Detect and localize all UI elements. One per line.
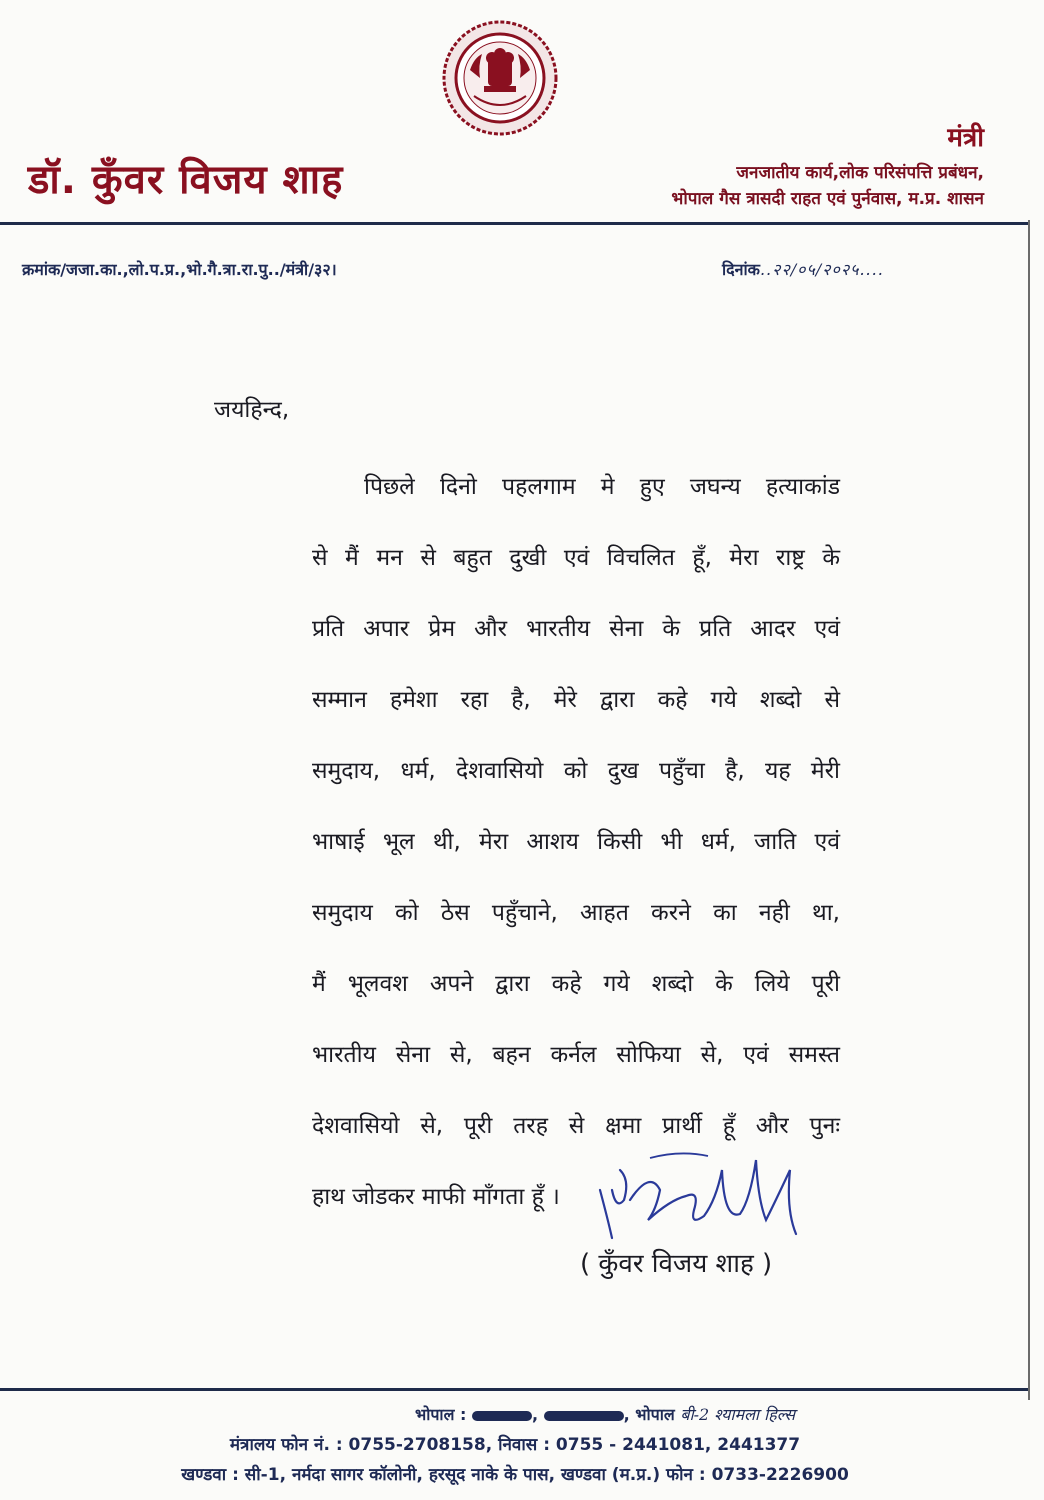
page-edge-line (1028, 220, 1030, 1400)
footer-divider (0, 1388, 1030, 1391)
body-line: हाथ जोडकर माफी माँगता हूँ । (312, 1184, 560, 1210)
minister-name: डॉ. कुँवर विजय शाह (28, 157, 344, 203)
handwritten-signature-icon (590, 1130, 810, 1250)
date-field (722, 258, 884, 280)
body-line: समुदाय को ठेस पहुँचाने, आहत करने का नही था, (312, 900, 840, 926)
body-line: समुदाय, धर्म, देशवासियो को दुख पहुँचा है, यह मेरी (312, 758, 840, 784)
footer-phones: मंत्रालय फोन नं. : 0755-2708158, निवास : 0755 - 2441081, 2441377 (229, 1435, 801, 1455)
address-handwritten: बी-2 श्यामला हिल्स (680, 1405, 796, 1424)
designation-title: मंत्री (947, 123, 984, 153)
date-value: ..२२/०५/२०२५.... (759, 260, 884, 279)
body-line: सम्मान हमेशा रहा है, मेरे द्वारा कहे गये शब्दो से (312, 687, 840, 713)
body-line: भारतीय सेना से, बहन कर्नल सोफिया से, एवं समस्त (312, 1042, 840, 1068)
footer-khandwa-address: खण्डवा : सी-1, नर्मदा सागर कॉलोनी, हरसूद नाके के पास, खण्डवा (म.प्र.) फोन : 0733-2226900 (181, 1465, 849, 1485)
body-line: से मैं मन से बहुत दुखी एवं विचलित हूँ, मेरा राष्ट्र के (312, 545, 840, 571)
letter-body (312, 452, 840, 1233)
body-line: देशवासियो से, पूरी तरह से क्षमा प्रार्थी हूँ और पुनः (312, 1113, 840, 1139)
reference-number: क्रमांक/जजा.का.,लो.प.प्र.,भो.गै.त्रा.रा.पु../मंत्री/३२। (22, 260, 337, 279)
body-line: पिछले दिनो पहलगाम मे हुए जघन्य हत्याकांड (364, 474, 840, 500)
redaction-mark (472, 1411, 532, 1421)
salutation: जयहिन्द, (214, 397, 290, 423)
state-emblem-icon (440, 18, 560, 138)
designation-block (671, 118, 984, 212)
header-divider (0, 222, 1030, 225)
body-line: प्रति अपार प्रेम और भारतीय सेना के प्रति आदर एवं (312, 616, 840, 642)
date-label: दिनांक (722, 260, 760, 279)
redaction-mark (544, 1411, 624, 1421)
address-label: भोपाल : (414, 1405, 467, 1424)
footer (0, 1400, 1030, 1490)
footer-address: भोपाल : , , भोपाल बी-2 श्यामला हिल्स (414, 1405, 796, 1424)
body-line: मैं भूलवश अपने द्वारा कहे गये शब्दो के लिये पूरी (312, 971, 840, 997)
address-tail: , भोपाल (623, 1405, 675, 1424)
signatory-name: ( कुँवर विजय शाह ) (580, 1249, 773, 1279)
portfolio-line-1: जनजातीय कार्य,लोक परिसंपत्ति प्रबंधन, (736, 163, 984, 183)
portfolio-line-2: भोपाल गैस त्रासदी राहत एवं पुर्नवास, म.प्र. शासन (671, 189, 984, 209)
body-line: भाषाई भूल थी, मेरा आशय किसी भी धर्म, जाति एवं (312, 829, 840, 855)
